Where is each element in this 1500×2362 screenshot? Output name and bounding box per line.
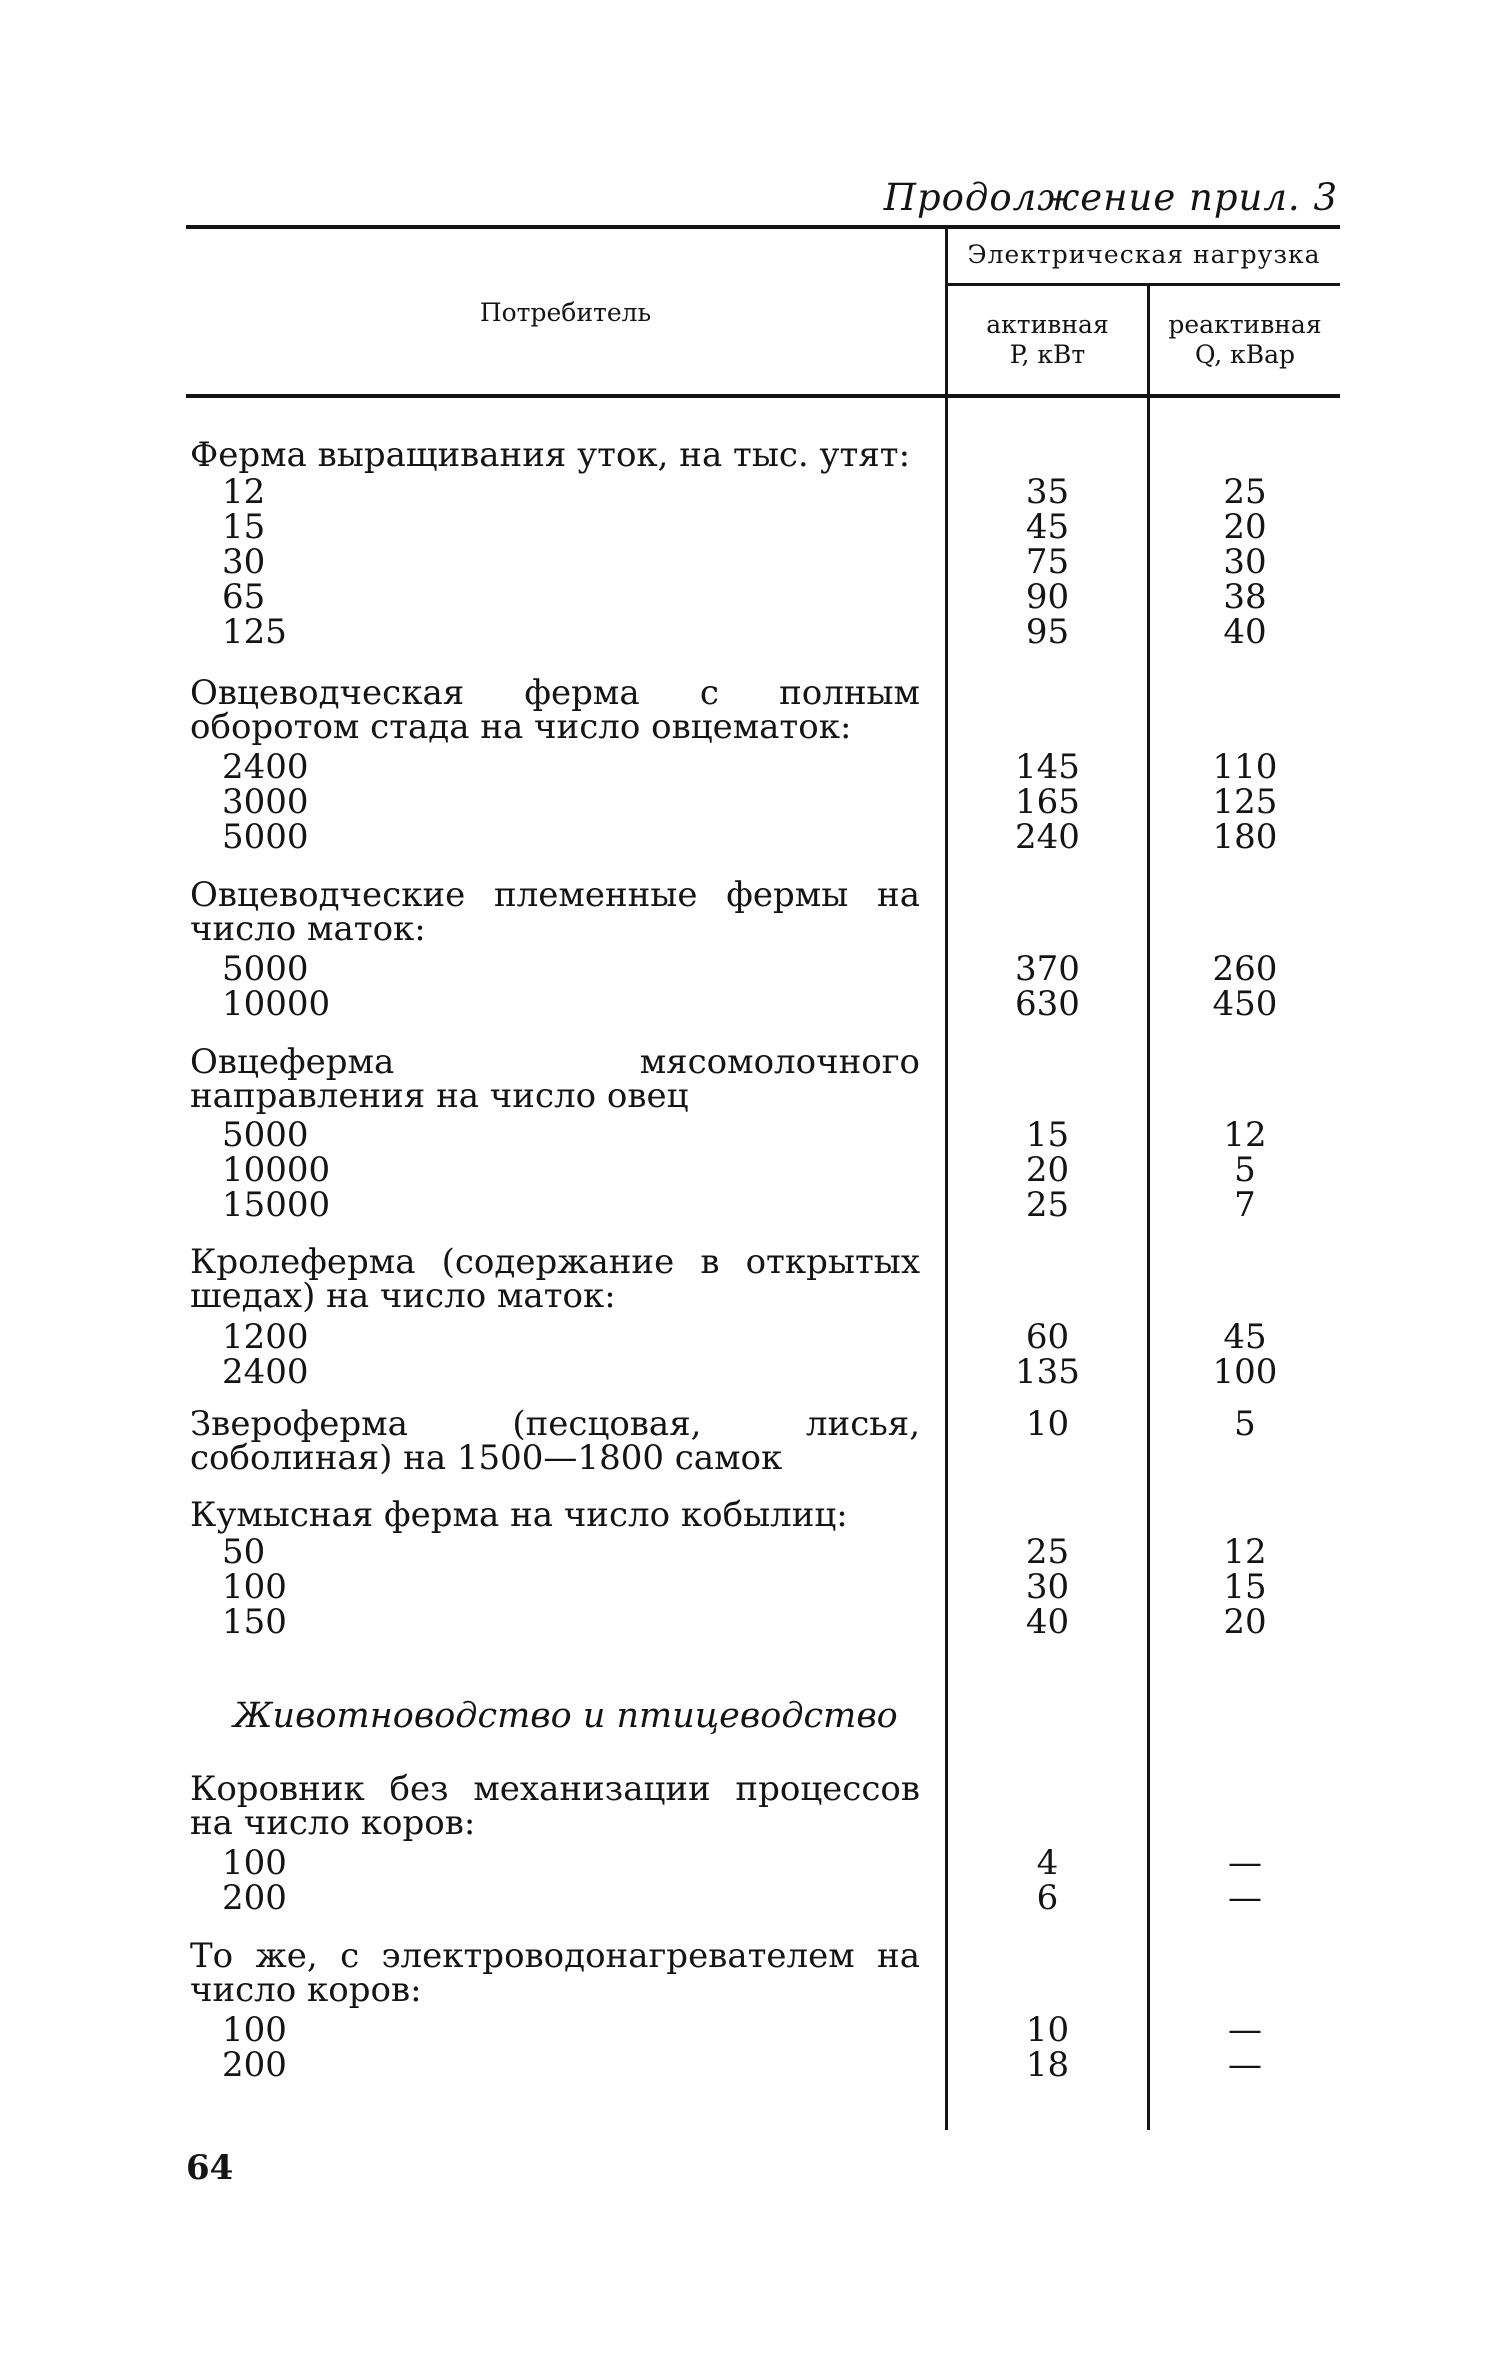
row-label: 100 [222, 2010, 287, 2050]
row-active: 75 [1025, 542, 1070, 582]
row-reactive: 180 [1212, 817, 1278, 857]
row-reactive: 450 [1212, 984, 1278, 1024]
row-label: 100 [222, 1843, 287, 1883]
row-label: 5000 [222, 817, 309, 857]
row-active: 95 [1025, 612, 1070, 652]
row-reactive: 40 [1223, 612, 1267, 652]
row-reactive: 38 [1223, 577, 1267, 617]
row-label: 15 [222, 507, 266, 547]
row-active: 20 [1025, 1150, 1070, 1190]
group-title-text: Кумысная ферма на число кобылиц: [190, 1495, 848, 1535]
group-title-text: Овцеводческие племенные фермы на число маток: [190, 875, 920, 949]
table-top-rule [186, 225, 1340, 229]
row-label: 3000 [222, 782, 309, 822]
row-active: 370 [1015, 949, 1080, 989]
row-reactive: 5 [1234, 1404, 1256, 1444]
row-active: 6 [1036, 1878, 1059, 1918]
row-reactive: 20 [1223, 507, 1267, 547]
row-label: 2400 [222, 1352, 309, 1392]
row-reactive: 7 [1234, 1185, 1256, 1225]
header-group-rule [945, 283, 1340, 286]
header-reactive-label: реактивная [1168, 310, 1322, 339]
header-active-unit: P, кВт [1009, 340, 1086, 369]
row-label: 15000 [222, 1185, 331, 1225]
row-active: 25 [1025, 1532, 1070, 1572]
group-title-text: Ферма выращивания уток, на тыс. утят: [190, 435, 911, 475]
row-label: 5000 [222, 1115, 309, 1155]
row-active: 135 [1015, 1352, 1080, 1392]
row-reactive: 110 [1212, 747, 1278, 787]
group-title-text: Овцеводческая ферма с полным оборотом стада на число овцематок: [190, 673, 920, 747]
row-active: 90 [1025, 577, 1070, 617]
row-label: 65 [222, 577, 266, 617]
row-label: 30 [222, 542, 266, 582]
row-active: 25 [1025, 1185, 1070, 1225]
row-reactive: — [1228, 2010, 1262, 2050]
continuation-note: Продолжение прил. 3 [883, 176, 1338, 219]
header-active-label: активная [986, 310, 1109, 339]
row-reactive: — [1228, 2045, 1262, 2085]
row-label: 2400 [222, 747, 309, 787]
row-label: 100 [222, 1567, 287, 1607]
row-active: 240 [1015, 817, 1080, 857]
group-title-text: Коровник без механизации процессов на число коров: [190, 1769, 920, 1843]
row-active: 35 [1025, 472, 1070, 512]
row-active: 60 [1025, 1317, 1070, 1357]
row-reactive: — [1228, 1843, 1262, 1883]
row-active: 30 [1025, 1567, 1070, 1607]
group-title-text: Овцеферма мясомолочного направления на число овец [190, 1042, 920, 1116]
row-reactive: 45 [1223, 1317, 1267, 1357]
row-label: 12 [222, 472, 266, 512]
group-title-text: Звероферма (песцовая, лисья, соболиная) на 1500—1800 самок [190, 1404, 920, 1478]
row-active: 45 [1025, 507, 1070, 547]
row-label: 125 [222, 612, 287, 652]
row-reactive: 125 [1212, 782, 1278, 822]
header-reactive [1150, 310, 1340, 370]
row-reactive: 15 [1223, 1567, 1267, 1607]
header-active [948, 310, 1147, 370]
row-label: 5000 [222, 949, 309, 989]
page-number: 64 [186, 2148, 234, 2188]
header-bottom-rule [186, 394, 1340, 398]
row-reactive: 25 [1223, 472, 1267, 512]
row-active: 18 [1025, 2045, 1070, 2085]
header-electric-load: Электрическая нагрузка [967, 240, 1321, 269]
row-reactive: 12 [1223, 1532, 1267, 1572]
row-reactive: 30 [1223, 542, 1267, 582]
row-active: 15 [1025, 1115, 1070, 1155]
row-label: 10000 [222, 1150, 331, 1190]
row-active: 165 [1015, 782, 1080, 822]
header-consumer: Потребитель [479, 298, 652, 327]
row-active: 10 [1025, 2010, 1070, 2050]
row-label: 1200 [222, 1317, 309, 1357]
group-title-text: То же, с электроводонагревателем на число коров: [190, 1936, 920, 2010]
row-label: 50 [222, 1532, 266, 1572]
row-reactive: 20 [1223, 1602, 1267, 1642]
row-label: 150 [222, 1602, 287, 1642]
row-active: 10 [1025, 1404, 1070, 1444]
row-label: 200 [222, 2045, 287, 2085]
row-reactive: 12 [1223, 1115, 1267, 1155]
section-title: Животноводство и птицеводство [233, 1696, 898, 1736]
row-active: 145 [1015, 747, 1080, 787]
row-reactive: 100 [1212, 1352, 1278, 1392]
row-reactive: 5 [1234, 1150, 1256, 1190]
row-reactive: 260 [1212, 949, 1278, 989]
row-reactive: — [1228, 1878, 1262, 1918]
group-title-text: Кролеферма (содержание в открытых шедах) на число маток: [190, 1242, 920, 1316]
row-label: 200 [222, 1878, 287, 1918]
row-active: 40 [1025, 1602, 1070, 1642]
row-active: 630 [1015, 984, 1080, 1024]
header-reactive-unit: Q, кВар [1194, 340, 1296, 369]
row-label: 10000 [222, 984, 331, 1024]
row-active: 4 [1036, 1843, 1059, 1883]
